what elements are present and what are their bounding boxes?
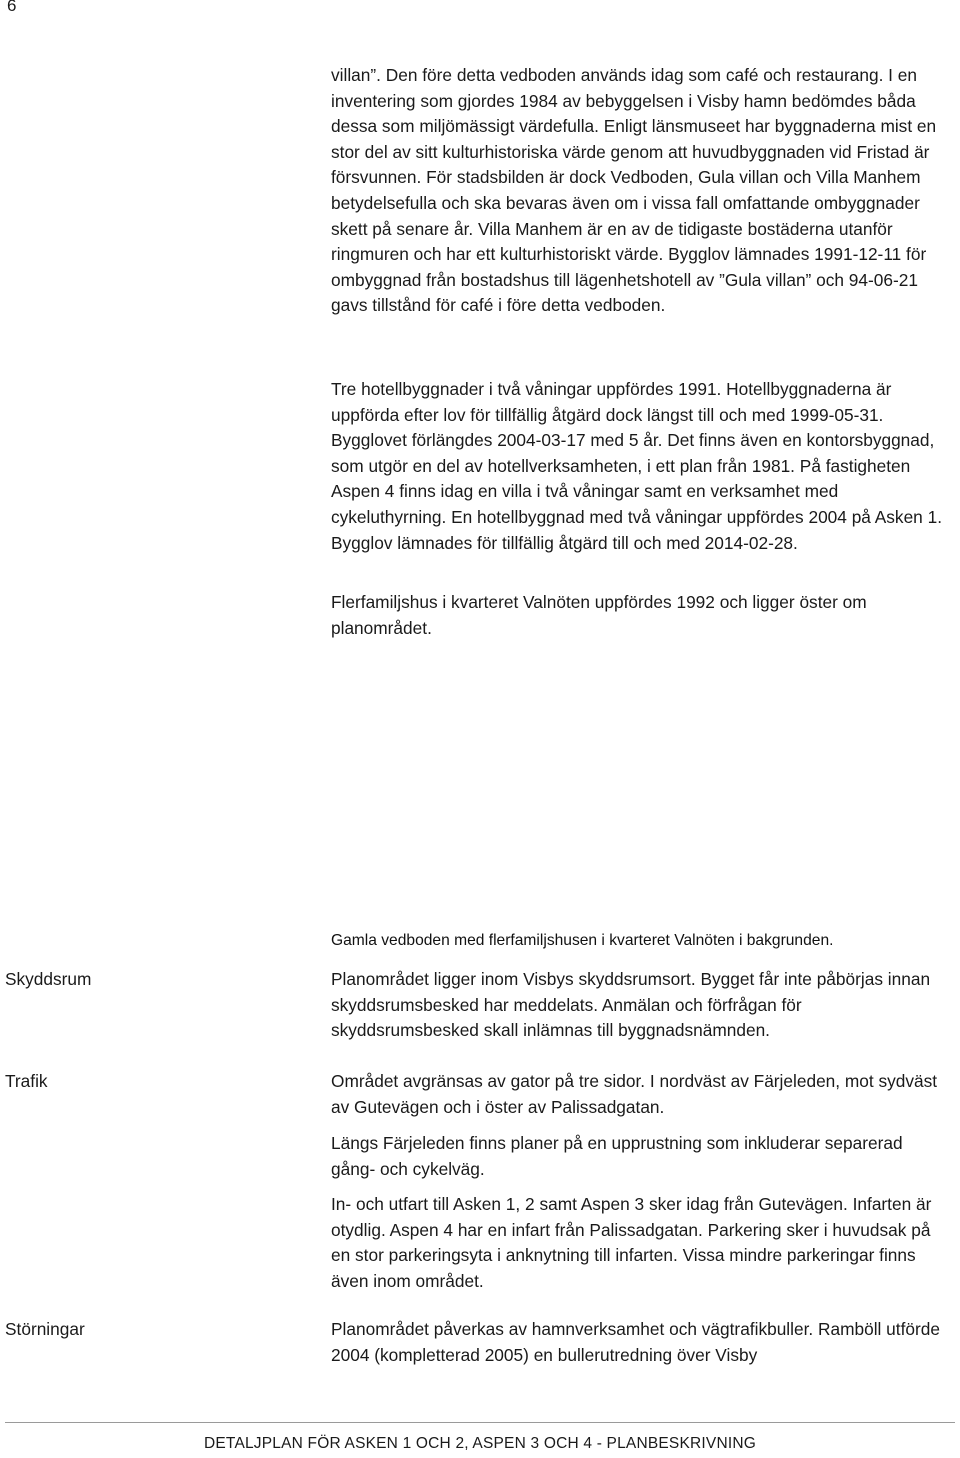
footer-title: DETALJPLAN FÖR ASKEN 1 OCH 2, ASPEN 3 OCH 4 - PLANBESKRIVNING: [204, 1435, 756, 1452]
section-text-storningar: Planområdet påverkas av hamnverksamhet och vägtrafikbuller. Ramböll utförde 2004 (kompletterad 2005) en bullerutredning över Visby: [331, 1319, 940, 1365]
section-text-trafik: In- och utfart till Asken 1, 2 samt Aspen 3 sker idag från Gutevägen. Infarten är otydlig. Aspen 4 har en infart från Palissadgatan. Parkering sker i huvudsak på en stor parkeringsyta i anknytning till infarten. Vissa mindre parkeringar finns även inom området.: [331, 1194, 932, 1291]
section-label-trafik: Trafik: [5, 1071, 48, 1091]
body-paragraph-flerfamiljshus: [331, 590, 951, 641]
page-number: 6: [7, 0, 17, 15]
section-label-skyddsrum: Skyddsrum: [5, 969, 92, 989]
section-label-storningar: Störningar: [5, 1319, 85, 1339]
paragraph: villan”. Den före detta vedboden används idag som café och restaurang. I en inventering som gjordes 1984 av bebyggelsen i Visby hamn bedömdes båda dessa som miljömässigt värdefulla. Enligt länsmuseet har byggnaderna mist en stor del av sitt kulturhistoriska värde genom att huvudbyggnaden vid Fristad är försvunnen. För stadsbilden är dock Vedboden, Gula villan och Villa Manhem betydelsefulla och ska bevaras även om i vissa fall omfattande ombyggnader skett på senare år. Villa Manhem är en av de tidigaste bostäderna utanför ringmuren och har ett kulturhistoriskt värde. Bygglov lämnades 1991-12-11 för ombyggnad från bostadshus till lägenhetshotell av ”Gula villan” och 94-06-21 gavs tillstånd för café i före detta vedboden.: [331, 65, 937, 316]
paragraph: Flerfamiljshus i kvarteret Valnöten uppfördes 1992 och ligger öster om planområdet.: [331, 592, 867, 638]
section-text-skyddsrum: Planområdet ligger inom Visbys skyddsrumsort. Bygget får inte påbörjas innan skyddsrumsbesked har meddelats. Anmälan och förfrågan för skyddsrumsbesked skall inlämnas till byggnadsnämnden.: [331, 969, 931, 1041]
body-paragraph-hotel: [331, 377, 951, 556]
section-text-trafik: Området avgränsas av gator på tre sidor. I nordväst av Färjeleden, mot sydväst av Gutevägen och i öster av Palissadgatan.: [331, 1071, 938, 1117]
section-text-trafik: Längs Färjeleden finns planer på en upprustning som inkluderar separerad gång- och cykelväg.: [331, 1133, 903, 1179]
figure-caption: Gamla vedboden med flerfamiljshusen i kvarteret Valnöten i bakgrunden.: [331, 932, 834, 949]
footer-divider: [5, 1422, 955, 1423]
paragraph: Tre hotellbyggnader i två våningar uppfördes 1991. Hotellbyggnaderna är uppförda efter lov för tillfällig åtgärd dock längst till och med 1999-05-31. Bygglovet förlängdes 2004-03-17 med 5 år. Det finns även en kontorsbyggnad, som utgör en del av hotellverksamheten, i ett plan från 1981. På fastigheten Aspen 4 finns idag en villa i två våningar samt en verksamhet med cykeluthyrning. En hotellbyggnad med två våningar uppfördes 2004 på Asken 1. Bygglov lämnades för tillfällig åtgärd till och med 2014-02-28.: [331, 379, 943, 553]
body-paragraph-intro: [331, 63, 951, 319]
